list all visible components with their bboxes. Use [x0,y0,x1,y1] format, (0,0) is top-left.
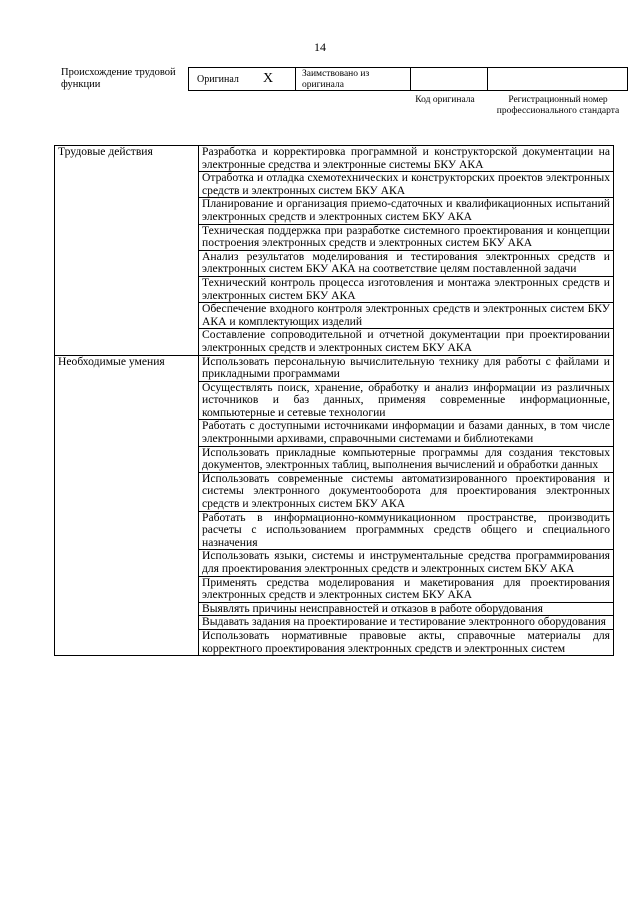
reg-number-cell [487,67,628,91]
section-item: Планирование и организация приемо-сдаточных и квалификационных испытаний электронных средств и электронных систем БКУ АКА [199,198,614,224]
section-item: Использовать языки, системы и инструментальные средства программирования для проектирования электронных средств и электронных систем БКУ АКА [199,550,614,576]
section-item: Работать с доступными источниками информации и базами данных, в том числе электронными архивами, справочными системами и библиотеками [199,420,614,446]
section-item: Отработка и отладка схемотехнических и конструкторских проектов электронных средств и электронных систем БКУ АКА [199,172,614,198]
borrowed-label: Заимствовано из оригинала [302,69,370,90]
section-item: Разработка и корректировка программной и конструкторской документации на электронные средства и электронные системы БКУ АКА [199,146,614,172]
original-label: Оригинал [197,74,239,85]
section-item: Осуществлять поиск, хранение, обработку и анализ информации из различных источников и баз данных, применяя современные информационные, компьютерные и сетевые технологии [199,381,614,420]
section-item: Выявлять причины неисправностей и отказов в работе оборудования [199,602,614,616]
section-item: Анализ результатов моделирования и тестирования электронных средств и электронных систем БКУ АКА на соответствие целям поставленной задачи [199,250,614,276]
section-item: Применять средства моделирования и макетирования для проектирования электронных средств и электронных систем БКУ АКА [199,576,614,602]
original-cell [188,67,296,91]
table-row [55,146,614,172]
section-item: Технический контроль процесса изготовления и монтажа электронных средств и электронных систем БКУ АКА [199,276,614,302]
section-item: Составление сопроводительной и отчетной документации при проектировании электронных средств и электронных систем БКУ АКА [199,329,614,355]
original-mark: X [263,71,274,86]
section-label: Необходимые умения [55,355,199,656]
origin-block [55,67,627,91]
section-item: Выдавать задания на проектирование и тестирование электронного оборудования [199,616,614,630]
code-cell [410,67,488,91]
reg-caption: Регистрационный номер профессионального стандарта [496,95,620,116]
function-table [54,145,614,656]
section-item: Использовать персональную вычислительную технику для работы с файлами и прикладными программами [199,355,614,381]
code-caption: Код оригинала [415,95,475,105]
section-item: Техническая поддержка при разработке системного проектирования и концепции построения электронных средств и электронных систем БКУ АКА [199,224,614,250]
section-item: Работать в информационно-коммуникационном пространстве, производить расчеты с использованием программных средств общего и специального назначения [199,511,614,550]
section-label: Трудовые действия [55,146,199,356]
origin-label: Происхождение трудовой функции [61,67,176,90]
section-item: Использовать современные системы автоматизированного проектирования и системы электронного документооборота для проектирования электронных средств и электронных систем БКУ АКА [199,472,614,511]
section-item: Обеспечение входного контроля электронных средств и электронных систем БКУ АКА и комплектующих изделий [199,303,614,329]
table-row [55,355,614,381]
page-number: 14 [314,40,326,54]
borrowed-cell [295,67,411,91]
section-item: Использовать прикладные компьютерные программы для создания текстовых документов, электронных таблиц, выполнения вычислений и обработки данных [199,446,614,472]
section-item: Использовать нормативные правовые акты, справочные материалы для корректного проектирования электронных средств и электронных систем [199,629,614,655]
